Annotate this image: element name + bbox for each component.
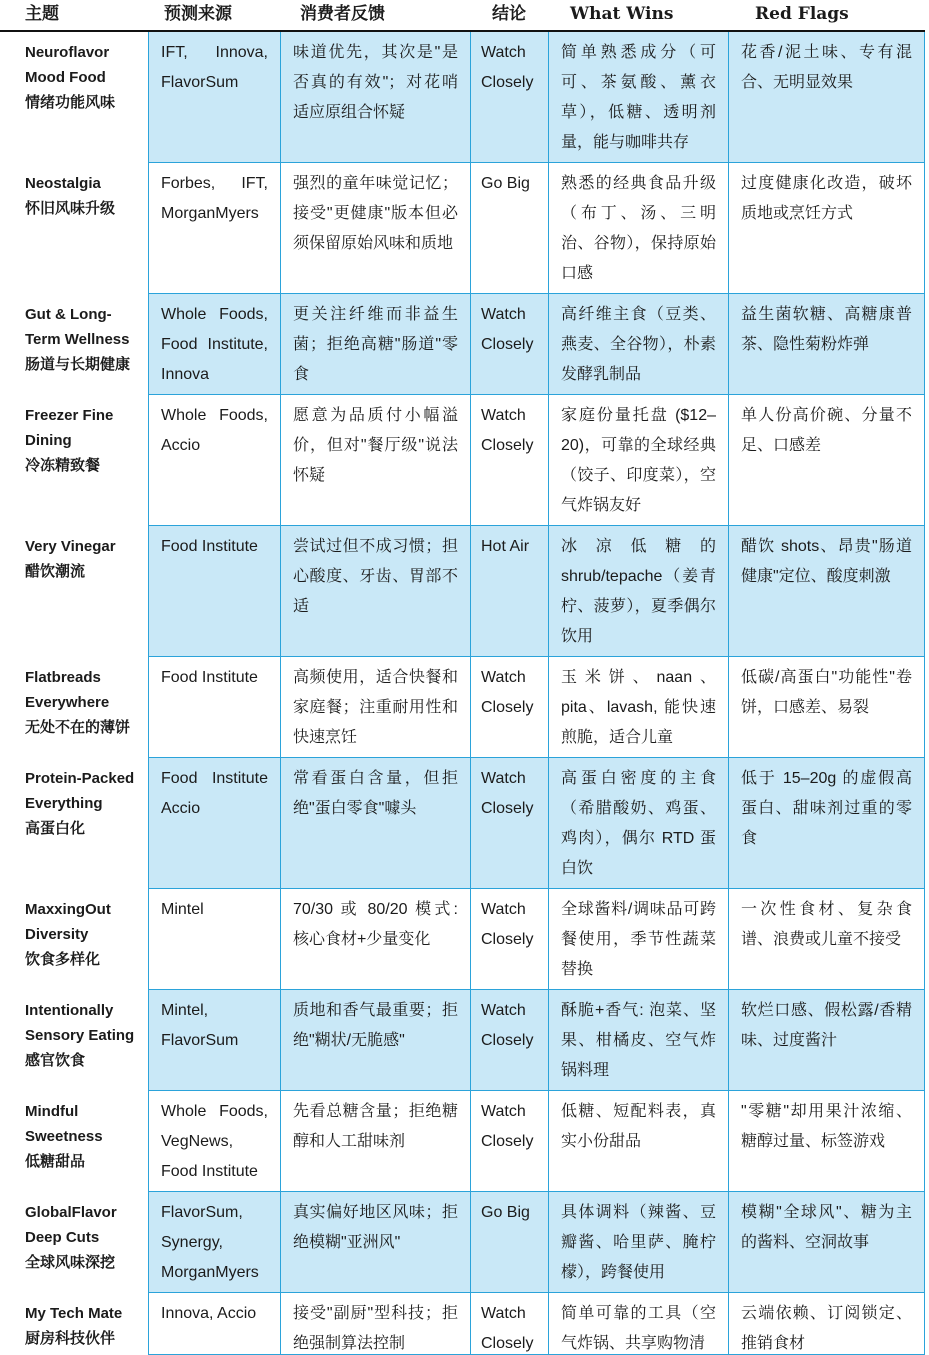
sources-cell: Whole Foods, VegNews, Food Institute [148,1091,280,1192]
conclusion-cell: Watch Closely [470,758,548,889]
sources-cell: Forbes, IFT, MorganMyers [148,163,280,294]
theme-english-label: MaxxingOut Diversity [25,901,111,943]
red-flags-cell: 低于 15–20g 的虚假高蛋白、甜味剂过重的零食 [728,758,925,889]
sources-cell: Innova, Accio [148,1293,280,1355]
feedback-cell: 接受"副厨"型科技；拒绝强制算法控制 [280,1293,470,1355]
theme-chinese-label: 冷冻精致餐 [25,457,101,474]
column-header-red-flags: Red Flags [755,4,849,24]
what-wins-cell: 简单可靠的工具（空气炸锅、共享购物清 [548,1293,728,1355]
feedback-cell: 质地和香气最重要；拒绝"糊状/无脆感" [280,990,470,1091]
conclusion-cell: Hot Air [470,526,548,657]
theme-cell [0,32,148,163]
table-row [0,990,925,1091]
sources-cell: Whole Foods, Accio [148,395,280,526]
table-row [0,758,925,889]
red-flags-cell: 醋饮 shots、昂贵"肠道健康"定位、酸度刺激 [728,526,925,657]
column-header-theme: 主题 [25,4,59,23]
table-row [0,526,925,657]
column-header-sources: 预测来源 [164,4,232,23]
feedback-cell: 高频使用，适合快餐和家庭餐；注重耐用性和快速烹饪 [280,657,470,758]
theme-english-label: Neuroflavor Mood Food [25,44,110,86]
what-wins-cell: 简单熟悉成分（可可、茶氨酸、薰衣草），低糖、透明剂量，能与咖啡共存 [548,32,728,163]
theme-chinese-label: 肠道与长期健康 [25,356,131,373]
theme-chinese-label: 厨房科技伙伴 [25,1330,116,1347]
theme-cell [0,294,148,395]
feedback-cell: 尝试过但不成习惯；担心酸度、牙齿、胃部不适 [280,526,470,657]
red-flags-cell: "零糖"却用果汁浓缩、糖醇过量、标签游戏 [728,1091,925,1192]
theme-english-label: Very Vinegar [25,538,116,555]
table-row [0,32,925,163]
theme-cell [0,1091,148,1192]
table-row [0,1293,925,1355]
what-wins-cell: 家庭份量托盘 ($12–20)，可靠的全球经典（饺子、印度菜），空气炸锅友好 [548,395,728,526]
conclusion-cell: Watch Closely [470,1091,548,1192]
what-wins-cell: 高纤维主食（豆类、燕麦、全谷物），朴素发酵乳制品 [548,294,728,395]
theme-english-label: Protein-Packed Everything [25,770,135,812]
what-wins-cell: 玉米饼、naan、pita、lavash, 能快速煎脆，适合儿童 [548,657,728,758]
theme-chinese-label: 饮食多样化 [25,951,101,968]
red-flags-cell: 软烂口感、假松露/香精味、过度酱汁 [728,990,925,1091]
what-wins-cell: 低糖、短配料表，真实小份甜品 [548,1091,728,1192]
table-row [0,1192,925,1293]
sources-cell: Whole Foods, Food Institute, Innova [148,294,280,395]
conclusion-cell: Watch Closely [470,32,548,163]
sources-cell: Mintel [148,889,280,990]
what-wins-cell: 酥脆+香气: 泡菜、坚果、柑橘皮、空气炸锅料理 [548,990,728,1091]
theme-cell [0,889,148,990]
red-flags-cell: 模糊"全球风"、糖为主的酱料、空洞故事 [728,1192,925,1293]
theme-chinese-label: 醋饮潮流 [25,563,86,580]
red-flags-cell: 过度健康化改造，破坏质地或烹饪方式 [728,163,925,294]
column-header-conclusion: 结论 [492,4,526,23]
theme-english-label: GlobalFlavor Deep Cuts [25,1204,117,1246]
conclusion-cell: Watch Closely [470,657,548,758]
theme-chinese-label: 感官饮食 [25,1052,86,1069]
theme-cell [0,526,148,657]
column-header-feedback: 消费者反馈 [300,4,385,23]
theme-cell [0,657,148,758]
table-row [0,294,925,395]
sources-cell: IFT, Innova, FlavorSum [148,32,280,163]
what-wins-cell: 全球酱料/调味品可跨餐使用，季节性蔬菜替换 [548,889,728,990]
theme-cell [0,395,148,526]
conclusion-cell: Go Big [470,1192,548,1293]
conclusion-cell: Go Big [470,163,548,294]
column-header-what-wins: What Wins [570,4,674,24]
table-row [0,889,925,990]
theme-chinese-label: 无处不在的薄饼 [25,719,131,736]
red-flags-cell: 单人份高价碗、分量不足、口感差 [728,395,925,526]
conclusion-cell: Watch Closely [470,889,548,990]
red-flags-cell: 低碳/高蛋白"功能性"卷饼，口感差、易裂 [728,657,925,758]
theme-cell [0,1192,148,1293]
sources-cell: Food Institute Accio [148,758,280,889]
feedback-cell: 强烈的童年味觉记忆；接受"更健康"版本但必须保留原始风味和质地 [280,163,470,294]
sources-cell: Mintel, FlavorSum [148,990,280,1091]
table-row [0,163,925,294]
theme-english-label: Mindful Sweetness [25,1103,103,1145]
table-body [0,32,925,1355]
table-row [0,1091,925,1192]
theme-chinese-label: 情绪功能风味 [25,94,116,111]
feedback-cell: 常看蛋白含量，但拒绝"蛋白零食"噱头 [280,758,470,889]
table-row [0,395,925,526]
theme-cell [0,990,148,1091]
theme-chinese-label: 低糖甜品 [25,1153,86,1170]
theme-cell [0,1293,148,1355]
table-header-row [0,0,925,32]
theme-english-label: Neostalgia [25,175,101,192]
what-wins-cell: 熟悉的经典食品升级（布丁、汤、三明治、谷物），保持原始口感 [548,163,728,294]
red-flags-cell: 花香/泥土味、专有混合、无明显效果 [728,32,925,163]
red-flags-cell: 一次性食材、复杂食谱、浪费或儿童不接受 [728,889,925,990]
feedback-cell: 愿意为品质付小幅溢价，但对"餐厅级"说法怀疑 [280,395,470,526]
feedback-cell: 更关注纤维而非益生菌；拒绝高糖"肠道"零食 [280,294,470,395]
theme-english-label: Freezer Fine Dining [25,407,114,449]
what-wins-cell: 冰凉低糖的 shrub/tepache（姜青柠、菠萝），夏季偶尔饮用 [548,526,728,657]
theme-chinese-label: 高蛋白化 [25,820,86,837]
theme-cell [0,163,148,294]
conclusion-cell: Watch Closely [470,990,548,1091]
theme-chinese-label: 怀旧风味升级 [25,200,116,217]
theme-english-label: Flatbreads Everywhere [25,669,110,711]
feedback-cell: 70/30 或 80/20 模式: 核心食材+少量变化 [280,889,470,990]
theme-cell [0,758,148,889]
sources-cell: FlavorSum, Synergy, MorganMyers [148,1192,280,1293]
what-wins-cell: 高蛋白密度的主食（希腊酸奶、鸡蛋、鸡肉），偶尔 RTD 蛋白饮 [548,758,728,889]
conclusion-cell: Watch Closely [470,395,548,526]
theme-chinese-label: 全球风味深挖 [25,1254,116,1271]
theme-english-label: My Tech Mate [25,1305,123,1322]
what-wins-cell: 具体调料（辣酱、豆瓣酱、哈里萨、腌柠檬），跨餐使用 [548,1192,728,1293]
feedback-cell: 味道优先，其次是"是否真的有效"；对花哨适应原组合怀疑 [280,32,470,163]
theme-english-label: Gut & Long-Term Wellness [25,306,130,348]
red-flags-cell: 云端依赖、订阅锁定、推销食材 [728,1293,925,1355]
sources-cell: Food Institute [148,657,280,758]
conclusion-cell: Watch Closely [470,294,548,395]
sources-cell: Food Institute [148,526,280,657]
table-row [0,657,925,758]
feedback-cell: 先看总糖含量；拒绝糖醇和人工甜味剂 [280,1091,470,1192]
conclusion-cell: Watch Closely [470,1293,548,1355]
feedback-cell: 真实偏好地区风味；拒绝模糊"亚洲风" [280,1192,470,1293]
theme-english-label: Intentionally Sensory Eating [25,1002,135,1044]
red-flags-cell: 益生菌软糖、高糖康普茶、隐性菊粉炸弹 [728,294,925,395]
